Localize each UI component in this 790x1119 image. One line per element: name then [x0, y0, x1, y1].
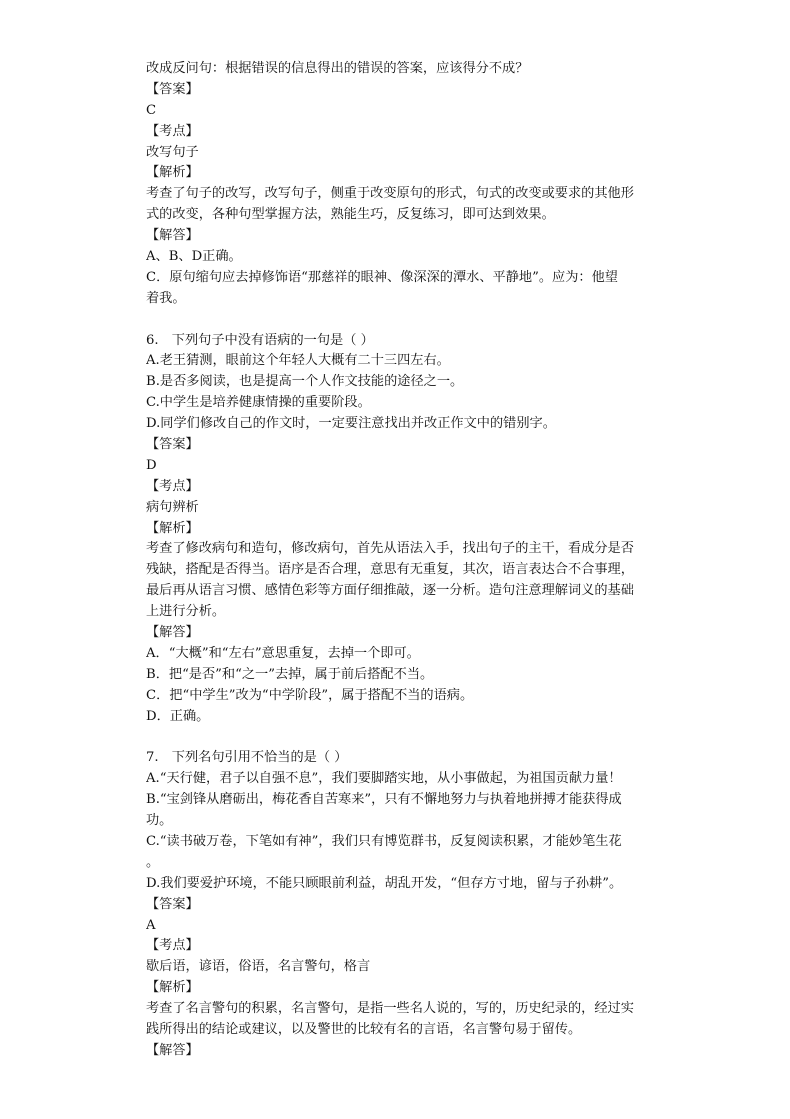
document-page [146, 59, 676, 1062]
answer-value: A [146, 917, 156, 933]
jieda-text: 着我。 [146, 290, 186, 306]
jiexi-text: 考查了句子的改写，改写句子，侧重于改变原句的形式，句式的改变或要求的其他形 [146, 186, 634, 202]
jieda-text: D．正确。 [146, 708, 210, 724]
option-d: D.我们要爱护环境，不能只顾眼前利益，胡乱开发，“但存方寸地，留与子孙耕”。 [146, 875, 623, 891]
jieda-text: B．把“是否”和“之一”去掉，属于前后搭配不当。 [146, 666, 434, 682]
answer-header: 【答案】 [146, 81, 199, 97]
jieda-header: 【解答】 [146, 228, 199, 244]
spacer [146, 728, 676, 749]
jiexi-text: 残缺，搭配是否得当。语序是否合理，意思有无重复，其次，语言表达合不合事理， [146, 562, 634, 578]
jiexi-text: 上进行分析。 [146, 604, 226, 620]
option-a: A.老王猜测，眼前这个年轻人大概有二十三四左右。 [146, 353, 450, 369]
jiexi-header: 【解析】 [146, 980, 199, 996]
intro-sentence: 改成反问句：根据错误的信息得出的错误的答案，应该得分不成？ [146, 61, 529, 76]
jiexi-header: 【解析】 [146, 520, 199, 536]
option-b: B.“宝剑锋从磨砺出，梅花香自苦寒来”，只有不懈地努力与执着地拼搏才能获得成 [146, 792, 622, 808]
answer-value: C [146, 102, 157, 118]
question-7: 7. 下列名句引用不恰当的是（ ） [146, 750, 348, 766]
kaodian-header: 【考点】 [146, 123, 199, 139]
kaodian-header: 【考点】 [146, 938, 199, 954]
kaodian-value: 歇后语，谚语，俗语，名言警句，格言 [146, 959, 371, 975]
option-c-cont: 。 [146, 854, 160, 870]
jiexi-text: 式的改变，各种句型掌握方法，熟能生巧，反复练习，即可达到效果。 [146, 207, 555, 223]
spacer [146, 310, 676, 331]
jieda-text: A、B、D正确。 [146, 249, 242, 265]
jieda-text: C．把“中学生”改为“中学阶段”，属于搭配不当的语病。 [146, 687, 474, 703]
answer-header: 【答案】 [146, 896, 199, 912]
jieda-header: 【解答】 [146, 1042, 199, 1058]
option-c: C.“读书破万卷，下笔如有神”，我们只有博览群书，反复阅读积累，才能妙笔生花 [146, 833, 622, 849]
kaodian-value: 改写句子 [146, 144, 199, 160]
option-b-cont: 功。 [146, 813, 173, 829]
answer-header: 【答案】 [146, 437, 199, 453]
option-a: A.“天行健，君子以自强不息”，我们要脚踏实地，从小事做起，为祖国贡献力量！ [146, 771, 622, 787]
jiexi-text: 最后再从语言习惯、感情色彩等方面仔细推敲，逐一分析。造句注意理解词义的基础 [146, 583, 634, 599]
jieda-text: A．“大概”和“左右”意思重复，去掉一个即可。 [146, 645, 420, 661]
answer-value: D [146, 457, 157, 473]
kaodian-header: 【考点】 [146, 478, 199, 494]
option-b: B.是否多阅读，也是提高一个人作文技能的途径之一。 [146, 374, 464, 390]
jiexi-text: 践所得出的结论或建议，以及警世的比较有名的言语，名言警句易于留传。 [146, 1021, 582, 1037]
jiexi-text: 考查了修改病句和造句，修改病句，首先从语法入手，找出句子的主干，看成分是否 [146, 541, 634, 557]
jiexi-header: 【解析】 [146, 165, 199, 181]
kaodian-value: 病句辨析 [146, 499, 199, 515]
jieda-text: C．原句缩句应去掉修饰语“那慈祥的眼神、像深深的潭水、平静地”。应为：他望 [146, 269, 618, 285]
option-d: D.同学们修改自己的作文时，一定要注意找出并改正作文中的错别字。 [146, 416, 556, 432]
jieda-header: 【解答】 [146, 625, 199, 641]
jiexi-text: 考查了名言警句的积累，名言警句，是指一些名人说的，写的，历史纪录的，经过实 [146, 1001, 634, 1017]
question-6: 6. 下列句子中没有语病的一句是（ ） [146, 332, 374, 348]
option-c: C.中学生是培养健康情操的重要阶段。 [146, 395, 371, 411]
